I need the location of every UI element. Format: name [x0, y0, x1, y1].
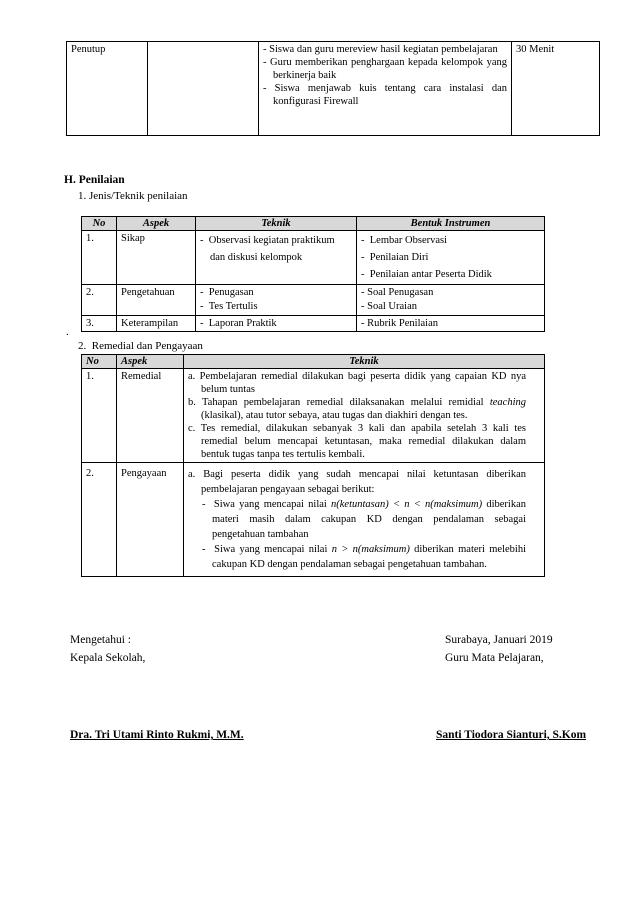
col-header-instrumen: Bentuk Instrumen — [357, 217, 545, 231]
penutup-activity: Guru memberikan penghargaan kepada kelompok yang berkinerja baik — [269, 57, 507, 81]
subsection-jenis-teknik: 1. Jenis/Teknik penilaian — [78, 190, 188, 202]
penutup-stage-cell — [67, 42, 148, 136]
table-row: 1. Sikap - Observasi kegiatan praktikum dan diskusi kelompok - Lembar Observasi - Penilaian Diri - Penilaian antar Peserta Didik — [82, 231, 545, 285]
col-header-teknik: Teknik — [184, 355, 545, 369]
left-signature-name: Dra. Tri Utami Rinto Rukmi, M.M. — [70, 729, 244, 741]
col-header-aspek: Aspek — [117, 355, 184, 369]
subsection-remedial: 2. Remedial dan Pengayaan — [78, 340, 203, 352]
col-header-no: No — [82, 355, 117, 369]
col-header-teknik: Teknik — [196, 217, 357, 231]
table-row: 2. Pengayaan a. Bagi peserta didik yang sudah mencapai nilai ketuntasan diberikan pembelajaran pengayaan sebagai berikut: - Siwa yang mencapai nilai n(ketuntasan) < n < n(maksimum) diberikan materi masih dalam cakupan KD dengan pendalaman sebagai pengetahuan tambahan - Siwa yang mencapai nilai n > n(maksimum) diberikan materi melebihi cakupan KD dengan pendalaman sebagai pengetahuan tambahan. — [82, 463, 545, 577]
left-signature-role: Kepala Sekolah, — [70, 652, 146, 664]
penutup-table — [66, 41, 600, 136]
section-heading: H. Penilaian — [64, 174, 125, 186]
assessment-table — [81, 216, 545, 332]
penutup-activity: Siswa menjawab kuis tentang cara instalasi dan konfigurasi Firewall — [273, 83, 508, 107]
stray-dot: . — [66, 326, 69, 338]
remedial-table — [81, 354, 545, 577]
penutup-empty-cell — [148, 42, 259, 136]
col-header-aspek: Aspek — [117, 217, 196, 231]
penutup-duration: 30 Menit — [516, 44, 555, 55]
table-row: 2. Pengetahuan - Penugasan - Tes Tertulis - Soal Penugasan - Soal Uraian — [82, 285, 545, 316]
penutup-duration-cell — [512, 42, 600, 136]
table-row: 1. Remedial a. Pembelajaran remedial dilakukan bagi peserta didik yang capaian KD nya belum tuntas b. Tahapan pembelajaran remedial dilaksanakan melalui remidial teaching (klasikal), atau tutor sebaya, atau tugas dan diakhiri dengan tes. c. Tes remedial, dilakukan sebanyak 3 kali dan apabila setelah 3 kali tes remedial belum mencapai ketuntasan, maka remedial dilakukan dalam bentuk tugas tanpa tes tertulis kembali. — [82, 369, 545, 463]
table-row: 3. Keterampilan - Laporan Praktik - Rubrik Penilaian — [82, 316, 545, 332]
penutup-stage: Penutup — [71, 44, 106, 55]
right-signature-name: Santi Tiodora Sianturi, S.Kom — [436, 729, 587, 741]
right-signature-role: Guru Mata Pelajaran, — [445, 652, 544, 664]
right-signature-place-date: Surabaya, Januari 2019 — [445, 634, 553, 646]
left-signature-title: Mengetahui : — [70, 634, 131, 646]
penutup-activities-cell: - Siswa dan guru mereview hasil kegiatan pembelajaran - Guru memberikan penghargaan kepada kelompok yang berkinerja baik - Siswa menjawab kuis tentang cara instalasi dan konfigurasi Firewall — [259, 42, 512, 136]
col-header-no: No — [82, 217, 117, 231]
penutup-activity: Siswa dan guru mereview hasil kegiatan pembelajaran — [269, 44, 498, 55]
